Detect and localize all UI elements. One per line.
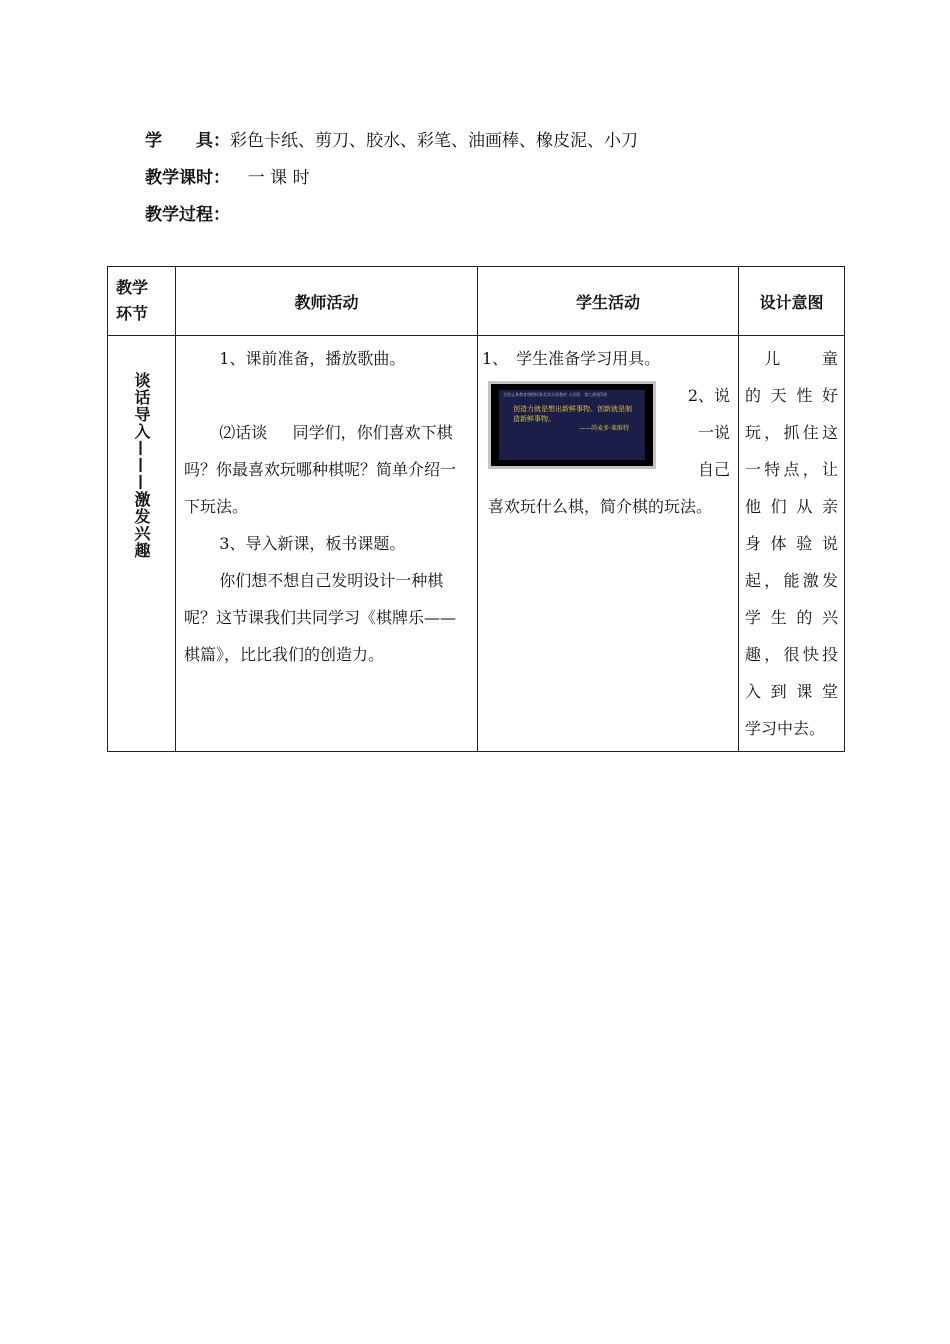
student-p2c: 自己 [697, 460, 730, 479]
design-line: 玩，抓住这 [745, 423, 838, 442]
hours-value: 一 课 时 [247, 168, 310, 188]
slide-author: ——尚麦多·莱维特 [579, 425, 629, 432]
teacher-p2-lead: ⑵话谈 [219, 423, 268, 442]
design-line: 他们从亲 [745, 497, 838, 516]
hours-line [145, 163, 310, 188]
process-label: 教学过程： [145, 205, 230, 225]
design-line: 学生的兴 [745, 608, 838, 627]
slide-top-text: 全国义务教育课程标准美术实验教材 人民版 第七册第5课 [503, 392, 607, 397]
header-teacher: 教师活动 [176, 267, 478, 336]
slide-screen [499, 390, 645, 460]
teacher-cell [176, 336, 478, 752]
design-line: 入到课堂 [745, 682, 838, 701]
stage-text: 谈话导入———激发兴趣 [132, 372, 151, 559]
student-p2b: 一说 [697, 423, 730, 442]
table-row [108, 336, 845, 752]
header-design: 设计意图 [739, 267, 845, 336]
teacher-p2 [184, 414, 469, 525]
design-line: 趣，很快投 [745, 645, 838, 664]
slide-image [488, 381, 656, 469]
header-student: 学生活动 [478, 267, 739, 336]
student-cell [478, 336, 739, 752]
teacher-p2-rest: 同学们，你们喜欢下棋吗？你最喜欢玩哪种棋呢？简单介绍一下玩法。 [184, 423, 457, 516]
header-stage [108, 267, 176, 336]
slide-quote: 创造力就是想出新鲜事物。创新就是制造新鲜事物。 [513, 405, 632, 423]
stage-cell [108, 336, 176, 752]
design-cell [739, 336, 845, 752]
student-p2a: 2、说 [687, 386, 730, 405]
design-line: 儿 童 [764, 349, 838, 368]
student-p2d: 喜欢玩什么棋，简介棋的玩法。 [488, 497, 713, 516]
design-line: 起，能激发 [745, 571, 838, 590]
design-line: 一特点，让 [745, 460, 838, 479]
design-line: 的天性好 [745, 386, 838, 405]
tools-line [145, 126, 638, 151]
design-line: 身体验说 [745, 534, 838, 553]
hours-label: 教学课时： [145, 168, 230, 188]
design-line: 学习中去。 [745, 719, 826, 738]
table-header-row [108, 267, 845, 336]
teacher-p3: 3、导入新课，板书课题。 [219, 534, 406, 553]
tools-value: 彩色卡纸、剪刀、胶水、彩笔、油画棒、橡皮泥、小刀 [230, 131, 638, 151]
tools-label: 学 具： [145, 131, 230, 151]
teacher-p4: 你们想不想自己发明设计一种棋呢？这节课我们共同学习《棋牌乐——棋篇》，比比我们的创造力。 [184, 571, 457, 664]
header-stage-text: 教学 环节 [116, 278, 149, 323]
teacher-p1: 1、课前准备，播放歌曲。 [219, 349, 406, 368]
lesson-table [107, 266, 845, 752]
student-p1: 1、 学生准备学习用具。 [482, 349, 661, 368]
